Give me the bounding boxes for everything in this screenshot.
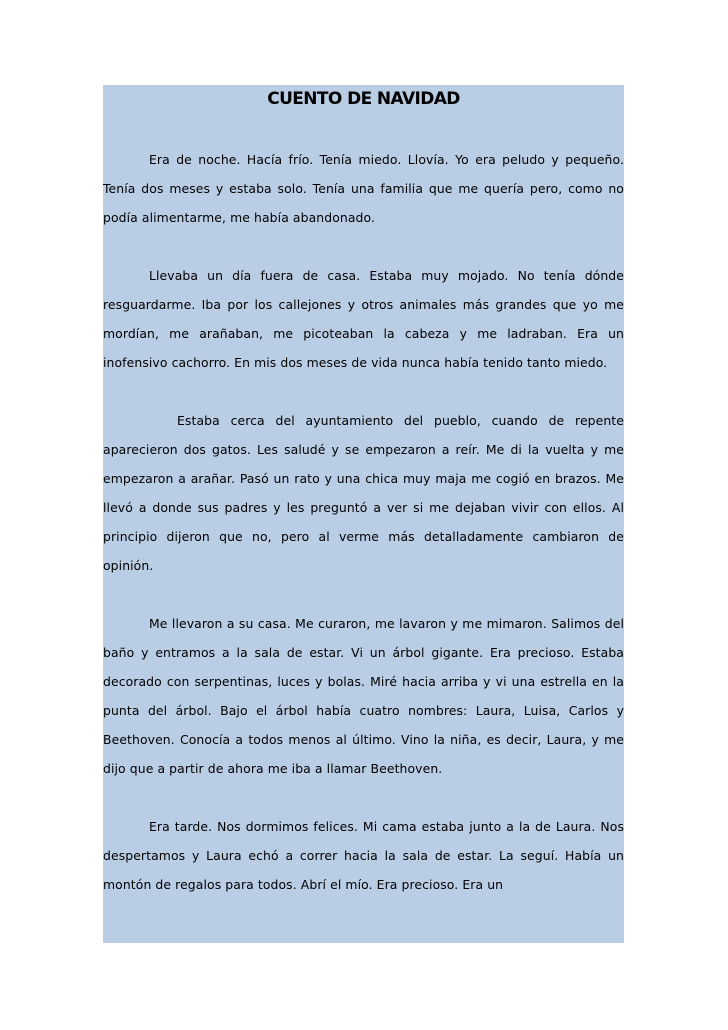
story-body xyxy=(103,145,624,928)
paragraph: Estaba cerca del ayuntamiento del pueblo, cuando de repente aparecieron dos gatos. Les saludé y se empezaron a reír. Me di la vuelta y me empezaron a arañar. Pasó un rato y una chica muy maja me cogió en brazos. Me llevó a donde sus padres y les preguntó a ver si me dejaban vivir con ellos. Al principio dijeron que no, pero al verme más detalladamente cambiaron de opinión. xyxy=(103,413,624,573)
document-title: CUENTO DE NAVIDAD xyxy=(267,89,460,109)
paragraph: Llevaba un día fuera de casa. Estaba muy mojado. No tenía dónde resguardarme. Iba por los callejones y otros animales más grandes que yo me mordían, me arañaban, me picoteaban la cabeza y me ladraban. Era un inofensivo cachorro. En mis dos meses de vida nunca había tenido tanto miedo. xyxy=(103,268,624,370)
paragraph: Era tarde. Nos dormimos felices. Mi cama estaba junto a la de Laura. Nos despertamos y Laura echó a correr hacia la sala de estar. La seguí. Había un montón de regalos para todos. Abrí el mío. Era precioso. Era un xyxy=(103,819,624,892)
story-panel xyxy=(103,85,624,943)
paragraph: Era de noche. Hacía frío. Tenía miedo. Llovía. Yo era peludo y pequeño. Tenía dos meses y estaba solo. Tenía una familia que me quería pero, como no podía alimentarme, me había abandonado. xyxy=(103,152,624,225)
paragraph: Me llevaron a su casa. Me curaron, me lavaron y me mimaron. Salimos del baño y entramos a la sala de estar. Vi un árbol gigante. Era precioso. Estaba decorado con serpentinas, luces y bolas. Miré hacia arriba y vi una estrella en la punta del árbol. Bajo el árbol había cuatro nombres: Laura, Luisa, Carlos y Beethoven. Conocía a todos menos al último. Vino la niña, es decir, Laura, y me dijo que a partir de ahora me iba a llamar Beethoven. xyxy=(103,616,624,776)
